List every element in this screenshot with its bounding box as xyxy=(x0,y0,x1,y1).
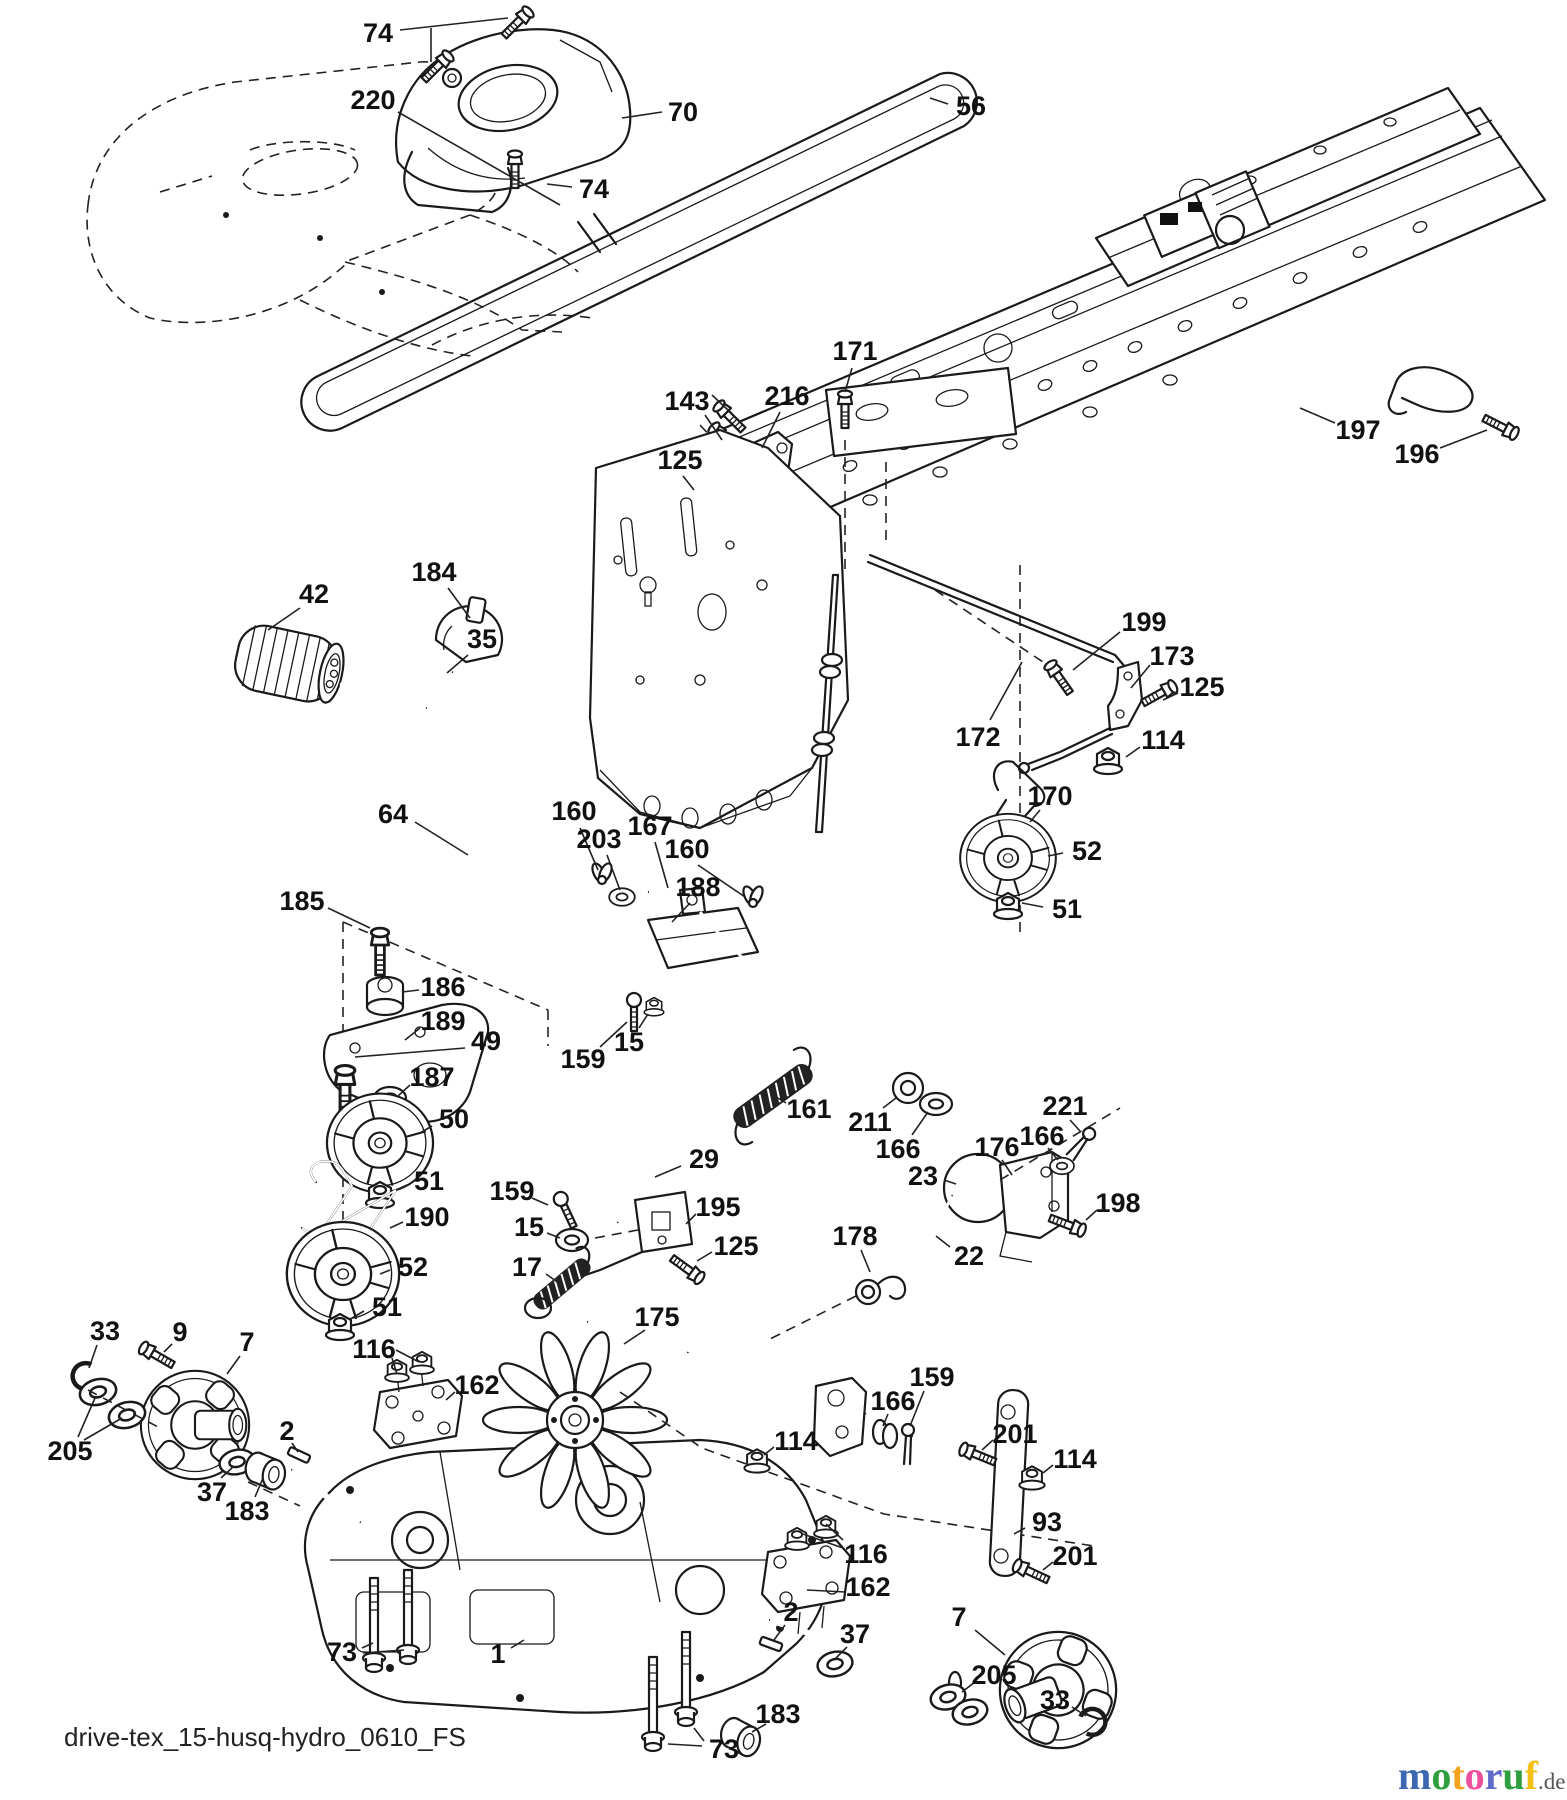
part-label-161: 161 xyxy=(786,1094,832,1124)
part-label-160: 160 xyxy=(664,834,710,864)
center-plate xyxy=(590,430,848,832)
part-label-170: 170 xyxy=(1027,781,1073,811)
part-label-190: 190 xyxy=(404,1202,450,1232)
mount-upper-162 xyxy=(374,1352,462,1448)
part-label-52: 52 xyxy=(1071,836,1103,866)
part-label-125: 125 xyxy=(657,445,703,475)
part-label-183: 183 xyxy=(224,1496,270,1526)
leader-line-74 xyxy=(547,184,572,187)
eyebolt-159-a xyxy=(627,993,641,1031)
nut-114-a xyxy=(1094,748,1122,774)
spacer-186 xyxy=(367,977,403,1015)
leader-line-199 xyxy=(1073,632,1120,670)
logo-word xyxy=(1398,1753,1538,1798)
part-label-50: 50 xyxy=(438,1104,470,1134)
bushing-183-a xyxy=(243,1451,288,1491)
part-label-49: 49 xyxy=(470,1026,502,1056)
part-label-9: 9 xyxy=(172,1317,188,1347)
hook-197 xyxy=(1389,367,1521,441)
part-label-159: 159 xyxy=(560,1044,606,1074)
part-label-2: 2 xyxy=(783,1597,799,1627)
part-label-17: 17 xyxy=(511,1252,543,1282)
part-label-197: 197 xyxy=(1335,415,1381,445)
part-label-125: 125 xyxy=(1179,672,1225,702)
part-label-15: 15 xyxy=(513,1212,545,1242)
leader-line-166 xyxy=(912,1112,928,1135)
part-label-166: 166 xyxy=(875,1134,921,1164)
part-label-33: 33 xyxy=(1039,1685,1071,1715)
part-label-187: 187 xyxy=(409,1062,455,1092)
part-label-52: 52 xyxy=(397,1252,429,1282)
part-label-73: 73 xyxy=(708,1734,740,1764)
leader-line-178 xyxy=(861,1250,870,1272)
part-label-7: 7 xyxy=(951,1602,967,1632)
coupling-left-cluster xyxy=(69,1340,311,1506)
leader-line-186 xyxy=(402,990,419,992)
nut-15-a xyxy=(644,998,664,1016)
washer-166-a xyxy=(920,1093,952,1115)
part-label-216: 216 xyxy=(764,381,810,411)
part-label-220: 220 xyxy=(350,85,396,115)
part-label-7: 7 xyxy=(239,1327,255,1357)
part-label-56: 56 xyxy=(955,91,987,121)
washer-203 xyxy=(609,888,635,906)
support-rod-172 xyxy=(868,555,1126,697)
leader-line-114 xyxy=(764,1447,774,1455)
leader-line-114 xyxy=(1126,747,1140,757)
part-label-175: 175 xyxy=(634,1302,680,1332)
part-label-185: 185 xyxy=(279,886,325,916)
nut-116-a2 xyxy=(410,1352,434,1374)
part-label-64: 64 xyxy=(377,799,409,829)
part-label-35: 35 xyxy=(466,624,498,654)
part-label-42: 42 xyxy=(298,579,330,609)
logo-letter: r xyxy=(1484,1753,1503,1798)
part-label-51: 51 xyxy=(371,1292,403,1322)
part-label-37: 37 xyxy=(196,1477,228,1507)
nut-116-b2 xyxy=(814,1516,838,1538)
washer-166-b xyxy=(1050,1158,1074,1175)
bolt-125-c xyxy=(668,1252,707,1285)
part-label-29: 29 xyxy=(688,1144,720,1174)
part-label-70: 70 xyxy=(667,97,699,127)
bolt-185 xyxy=(371,928,389,975)
part-label-51: 51 xyxy=(413,1166,445,1196)
part-label-166: 166 xyxy=(870,1386,916,1416)
bracket-173 xyxy=(1019,662,1179,774)
part-label-73: 73 xyxy=(326,1637,358,1667)
part-label-114: 114 xyxy=(1053,1444,1097,1474)
part-label-166: 166 xyxy=(1019,1121,1065,1151)
part-label-203: 203 xyxy=(576,824,622,854)
bolt-125-b xyxy=(1140,679,1180,709)
bolt-196 xyxy=(1481,412,1521,441)
part-label-184: 184 xyxy=(411,557,457,587)
leader-line-74 xyxy=(400,18,508,30)
leader-line-56 xyxy=(930,98,948,104)
leader-line-33 xyxy=(89,1345,97,1368)
part-label-33: 33 xyxy=(89,1316,121,1346)
logo-letter: f xyxy=(1524,1753,1538,1798)
part-label-114: 114 xyxy=(774,1426,818,1456)
part-label-188: 188 xyxy=(675,872,721,902)
part-label-116: 116 xyxy=(352,1334,396,1364)
part-label-196: 196 xyxy=(1394,439,1440,469)
leader-line-42 xyxy=(268,608,300,630)
logo-suffix: .de xyxy=(1538,1769,1566,1794)
leader-line-7 xyxy=(227,1356,240,1374)
part-label-211: 211 xyxy=(848,1107,892,1137)
leader-line-73 xyxy=(668,1744,702,1746)
bushing-211 xyxy=(893,1073,923,1103)
leader-line-196 xyxy=(1440,430,1487,448)
part-label-205: 205 xyxy=(47,1436,93,1466)
motoruf-logo[interactable] xyxy=(1398,1752,1565,1799)
leader-line-35 xyxy=(447,655,468,673)
washer-37-b xyxy=(815,1649,854,1680)
leader-line-197 xyxy=(1300,408,1335,423)
idler-pulley-52-right xyxy=(960,814,1056,902)
part-label-160: 160 xyxy=(551,796,597,826)
part-label-162: 162 xyxy=(454,1370,500,1400)
part-label-114: 114 xyxy=(1141,725,1185,755)
part-label-199: 199 xyxy=(1121,607,1167,637)
part-label-1: 1 xyxy=(490,1639,506,1669)
leader-line-22 xyxy=(936,1236,950,1247)
cotter-pin-221 xyxy=(1065,1125,1097,1160)
part-label-74: 74 xyxy=(578,174,610,204)
part-label-173: 173 xyxy=(1149,641,1195,671)
leader-line-201 xyxy=(982,1440,993,1450)
part-label-2: 2 xyxy=(279,1416,295,1446)
leader-line-190 xyxy=(390,1222,403,1228)
part-label-23: 23 xyxy=(907,1161,939,1191)
part-label-159: 159 xyxy=(489,1176,535,1206)
part-label-143: 143 xyxy=(664,386,710,416)
leader-line-7 xyxy=(975,1630,1005,1655)
part-label-189: 189 xyxy=(420,1006,466,1036)
part-label-162: 162 xyxy=(845,1572,891,1602)
part-label-178: 178 xyxy=(832,1221,878,1251)
key-2-a xyxy=(287,1447,310,1464)
part-label-195: 195 xyxy=(695,1192,741,1222)
part-label-51: 51 xyxy=(1051,894,1083,924)
part-label-93: 93 xyxy=(1031,1507,1063,1537)
leader-line-64 xyxy=(415,822,468,855)
part-label-172: 172 xyxy=(955,722,1001,752)
logo-letter: o xyxy=(1431,1753,1452,1798)
leader-line-9 xyxy=(164,1344,172,1352)
part-label-186: 186 xyxy=(420,972,466,1002)
logo-letter: u xyxy=(1502,1753,1525,1798)
part-label-201: 201 xyxy=(1052,1541,1098,1571)
part-label-15: 15 xyxy=(613,1027,645,1057)
bolt-199 xyxy=(1043,658,1076,697)
leader-line-114 xyxy=(1043,1465,1053,1473)
part-label-37: 37 xyxy=(839,1619,871,1649)
logo-letter: t xyxy=(1451,1753,1465,1798)
part-label-183: 183 xyxy=(755,1699,801,1729)
part-label-201: 201 xyxy=(992,1419,1038,1449)
leader-line-51 xyxy=(1022,903,1043,907)
leader-line-125 xyxy=(697,1252,712,1261)
part-label-198: 198 xyxy=(1095,1188,1141,1218)
leader-line-15 xyxy=(639,1014,648,1028)
part-label-167: 167 xyxy=(627,811,673,841)
shift-knob-42 xyxy=(230,621,348,708)
leader-line-73 xyxy=(694,1728,704,1741)
logo-letter: o xyxy=(1464,1753,1485,1798)
bolt-201-b xyxy=(1011,1558,1051,1587)
part-label-22: 22 xyxy=(953,1241,985,1271)
part-label-116: 116 xyxy=(844,1539,888,1569)
bushing-166-c xyxy=(873,1420,897,1448)
part-label-221: 221 xyxy=(1042,1091,1088,1121)
part-label-171: 171 xyxy=(832,336,878,366)
leader-line-221 xyxy=(1070,1120,1080,1131)
part-label-176: 176 xyxy=(974,1132,1020,1162)
part-label-205: 205 xyxy=(971,1660,1017,1690)
part-label-74: 74 xyxy=(362,18,394,48)
part-label-159: 159 xyxy=(909,1362,955,1392)
leader-line-172 xyxy=(990,662,1022,720)
washer-205-a1 xyxy=(77,1375,119,1409)
part-label-125: 125 xyxy=(713,1231,759,1261)
eyebolt-159-b xyxy=(551,1190,580,1230)
logo-letter: m xyxy=(1398,1753,1432,1798)
leader-line-170 xyxy=(1030,810,1040,822)
diagram-filename: drive-tex_15-husq-hydro_0610_FS xyxy=(64,1722,466,1752)
